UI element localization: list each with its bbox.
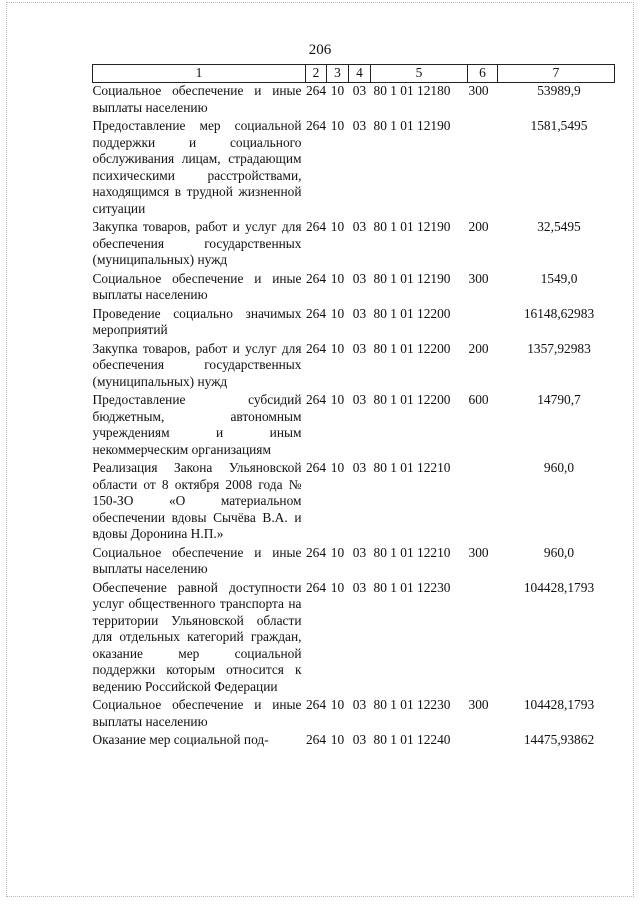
row-name: Предоставление субсидий бюджетным, автономным учреждениям и иным некоммерческим организациям xyxy=(92,392,302,457)
subsection-code: 03 xyxy=(352,219,367,234)
amount-value: 1549,0 xyxy=(540,270,578,286)
expense-type-code: 600 xyxy=(468,392,489,407)
scan-border-bottom xyxy=(6,896,634,897)
section-code: 10 xyxy=(330,460,345,475)
row-name: Проведение социально значимых мероприятий xyxy=(92,305,302,337)
column-header-4: 4 xyxy=(349,65,371,83)
amount-value: 14475,93862 xyxy=(523,732,595,747)
section-code: 10 xyxy=(330,732,345,747)
row-name: Закупка товаров, работ и услуг для обеспечения государственных (муниципальных) нужд xyxy=(92,340,302,389)
target-article-code: 80 1 01 12200 xyxy=(373,340,451,356)
table-body xyxy=(93,83,615,749)
ministry-code: 264 xyxy=(305,340,327,356)
table-row xyxy=(93,116,615,217)
subsection-code: 03 xyxy=(352,544,367,560)
row-name: Социальное обеспечение и иные выплаты населению xyxy=(92,83,302,115)
header-row xyxy=(93,65,615,83)
section-code: 10 xyxy=(330,219,345,234)
target-article-code: 80 1 01 12240 xyxy=(373,732,451,747)
section-code: 10 xyxy=(330,270,345,286)
amount-value: 960,0 xyxy=(543,544,575,560)
expense-type-code: 300 xyxy=(468,83,489,98)
scan-border-top xyxy=(6,2,634,3)
ministry-code: 264 xyxy=(305,219,327,234)
column-header-5: 5 xyxy=(371,65,468,83)
ministry-code: 264 xyxy=(305,697,327,712)
subsection-code: 03 xyxy=(352,305,367,321)
target-article-code: 80 1 01 12230 xyxy=(373,579,451,595)
table-row xyxy=(93,730,615,749)
amount-value: 104428,1793 xyxy=(523,697,595,712)
section-code: 10 xyxy=(330,392,345,407)
subsection-code: 03 xyxy=(352,392,367,407)
expense-type-code: 300 xyxy=(468,544,489,560)
amount-value: 960,0 xyxy=(543,460,575,475)
expense-type-code xyxy=(468,458,498,543)
target-article-code: 80 1 01 12200 xyxy=(373,392,451,407)
table-row xyxy=(93,269,615,304)
amount-value: 53989,9 xyxy=(537,83,581,98)
target-article-code: 80 1 01 12190 xyxy=(373,219,451,234)
ministry-code: 264 xyxy=(305,732,327,747)
expense-type-code: 200 xyxy=(468,340,489,356)
expense-type-code xyxy=(468,304,498,339)
table-row xyxy=(93,695,615,730)
ministry-code: 264 xyxy=(305,305,327,321)
target-article-code: 80 1 01 12210 xyxy=(373,460,451,475)
subsection-code: 03 xyxy=(352,697,367,712)
row-name: Социальное обеспечение и иные выплаты населению xyxy=(92,697,302,729)
ministry-code: 264 xyxy=(305,460,327,475)
amount-value: 16148,62983 xyxy=(523,305,595,321)
row-name: Реализация Закона Ульяновской области от 8 октября 2008 года № 150-ЗО «О материальном обеспечении вдовы Сычёва В.А. и вдовы Доронина Н.П.» xyxy=(92,460,302,541)
ministry-code: 264 xyxy=(305,392,327,407)
page-number: 206 xyxy=(308,42,332,58)
ministry-code: 264 xyxy=(305,544,327,560)
target-article-code: 80 1 01 12200 xyxy=(373,305,451,321)
scan-border-left xyxy=(6,2,7,897)
table-row xyxy=(93,217,615,269)
subsection-code: 03 xyxy=(352,340,367,356)
subsection-code: 03 xyxy=(352,732,367,747)
expense-type-code xyxy=(468,116,498,217)
table-header xyxy=(93,65,615,83)
table-row xyxy=(93,390,615,458)
column-header-7: 7 xyxy=(498,65,615,83)
row-name: Закупка товаров, работ и услуг для обеспечения государственных (муниципальных) нужд xyxy=(92,219,302,267)
expense-type-code: 200 xyxy=(468,219,489,234)
table-row xyxy=(93,458,615,543)
amount-value: 1357,92983 xyxy=(527,340,591,356)
ministry-code: 264 xyxy=(305,270,327,286)
subsection-code: 03 xyxy=(352,579,367,595)
section-code: 10 xyxy=(330,340,345,356)
subsection-code: 03 xyxy=(352,83,367,98)
target-article-code: 80 1 01 12210 xyxy=(373,544,451,560)
amount-value: 1581,5495 xyxy=(530,118,588,133)
subsection-code: 03 xyxy=(352,460,367,475)
expense-type-code: 300 xyxy=(468,697,489,712)
scan-border-right xyxy=(633,2,634,897)
table-row xyxy=(93,339,615,391)
target-article-code: 80 1 01 12230 xyxy=(373,697,451,712)
target-article-code: 80 1 01 12190 xyxy=(373,270,451,286)
amount-value: 14790,7 xyxy=(537,392,581,407)
ministry-code: 264 xyxy=(305,83,327,98)
section-code: 10 xyxy=(330,579,345,595)
row-name: Предоставление мер социальной поддержки и социального обслуживания лицам, страдающим психическими расстройствами, находящимся в трудной жизненной ситуации xyxy=(92,118,302,216)
amount-value: 104428,1793 xyxy=(523,579,595,595)
section-code: 10 xyxy=(330,118,345,133)
column-header-6: 6 xyxy=(468,65,498,83)
target-article-code: 80 1 01 12190 xyxy=(373,118,451,133)
table-row xyxy=(93,83,615,117)
expense-type-code: 300 xyxy=(468,270,489,286)
section-code: 10 xyxy=(330,697,345,712)
expense-type-code xyxy=(468,730,498,749)
target-article-code: 80 1 01 12180 xyxy=(373,83,451,98)
row-name: Социальное обеспечение и иные выплаты населению xyxy=(92,270,302,302)
section-code: 10 xyxy=(330,544,345,560)
table-row xyxy=(93,304,615,339)
expense-type-code xyxy=(468,578,498,696)
table-row xyxy=(93,578,615,696)
column-header-2: 2 xyxy=(306,65,327,83)
section-code: 10 xyxy=(330,83,345,98)
column-header-3: 3 xyxy=(327,65,349,83)
row-name: Оказание мер социальной под- xyxy=(92,732,269,747)
row-name: Социальное обеспечение и иные выплаты населению xyxy=(92,544,302,576)
section-code: 10 xyxy=(330,305,345,321)
table-row xyxy=(93,543,615,578)
subsection-code: 03 xyxy=(352,270,367,286)
subsection-code: 03 xyxy=(352,118,367,133)
column-header-1: 1 xyxy=(93,65,306,83)
budget-table xyxy=(92,64,615,749)
amount-value: 32,5495 xyxy=(537,219,581,234)
ministry-code: 264 xyxy=(305,118,327,133)
ministry-code: 264 xyxy=(305,579,327,595)
row-name: Обеспечение равной доступности услуг общественного транспорта на территории Ульяновской области для отдельных категорий граждан, оказание мер социальной поддержки которым относится к ведению Российской Федерации xyxy=(92,579,302,694)
